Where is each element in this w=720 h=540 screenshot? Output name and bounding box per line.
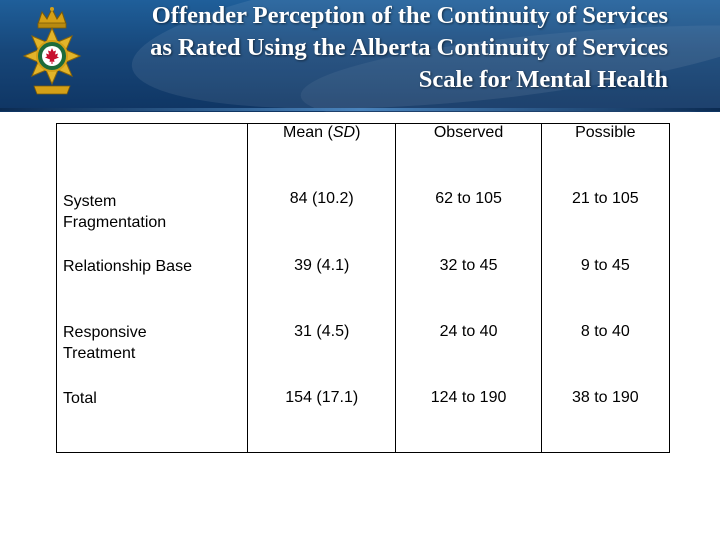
table-row <box>57 254 670 320</box>
possible-cell: 8 to 40 <box>541 320 669 386</box>
header-possible: Possible <box>541 124 669 188</box>
observed-cell: 24 to 40 <box>396 320 541 386</box>
slide-title-line: Offender Perception of the Continuity of Services <box>151 2 668 29</box>
table-row <box>57 320 670 386</box>
possible-cell: 38 to 190 <box>541 386 669 453</box>
mean-sd-cell: 84 (10.2) <box>248 187 396 254</box>
continuity-scale-table <box>56 123 670 453</box>
row-label: Relationship Base <box>57 254 248 320</box>
table-header-row <box>57 124 670 188</box>
slide-title <box>68 0 668 96</box>
header-blank-cell <box>57 124 248 188</box>
row-label: Total <box>57 386 248 453</box>
mean-sd-cell: 39 (4.1) <box>248 254 396 320</box>
table-row <box>57 386 670 453</box>
header-mean-sd: Mean (SD) <box>248 124 396 188</box>
mean-sd-cell: 31 (4.5) <box>248 320 396 386</box>
slide-title-line: Scale for Mental Health <box>418 66 668 93</box>
possible-cell: 9 to 45 <box>541 254 669 320</box>
header-observed: Observed <box>396 124 541 188</box>
header-divider <box>0 108 720 111</box>
table-row <box>57 187 670 254</box>
observed-cell: 124 to 190 <box>396 386 541 453</box>
mean-sd-cell: 154 (17.1) <box>248 386 396 453</box>
row-label: Responsive Treatment <box>57 320 248 386</box>
slide-header-banner <box>0 0 720 112</box>
observed-cell: 62 to 105 <box>396 187 541 254</box>
slide-title-line: as Rated Using the Alberta Continuity of Services <box>150 34 668 61</box>
observed-cell: 32 to 45 <box>396 254 541 320</box>
row-label: System Fragmentation <box>57 187 248 254</box>
possible-cell: 21 to 105 <box>541 187 669 254</box>
sd-italic: SD <box>332 124 356 141</box>
